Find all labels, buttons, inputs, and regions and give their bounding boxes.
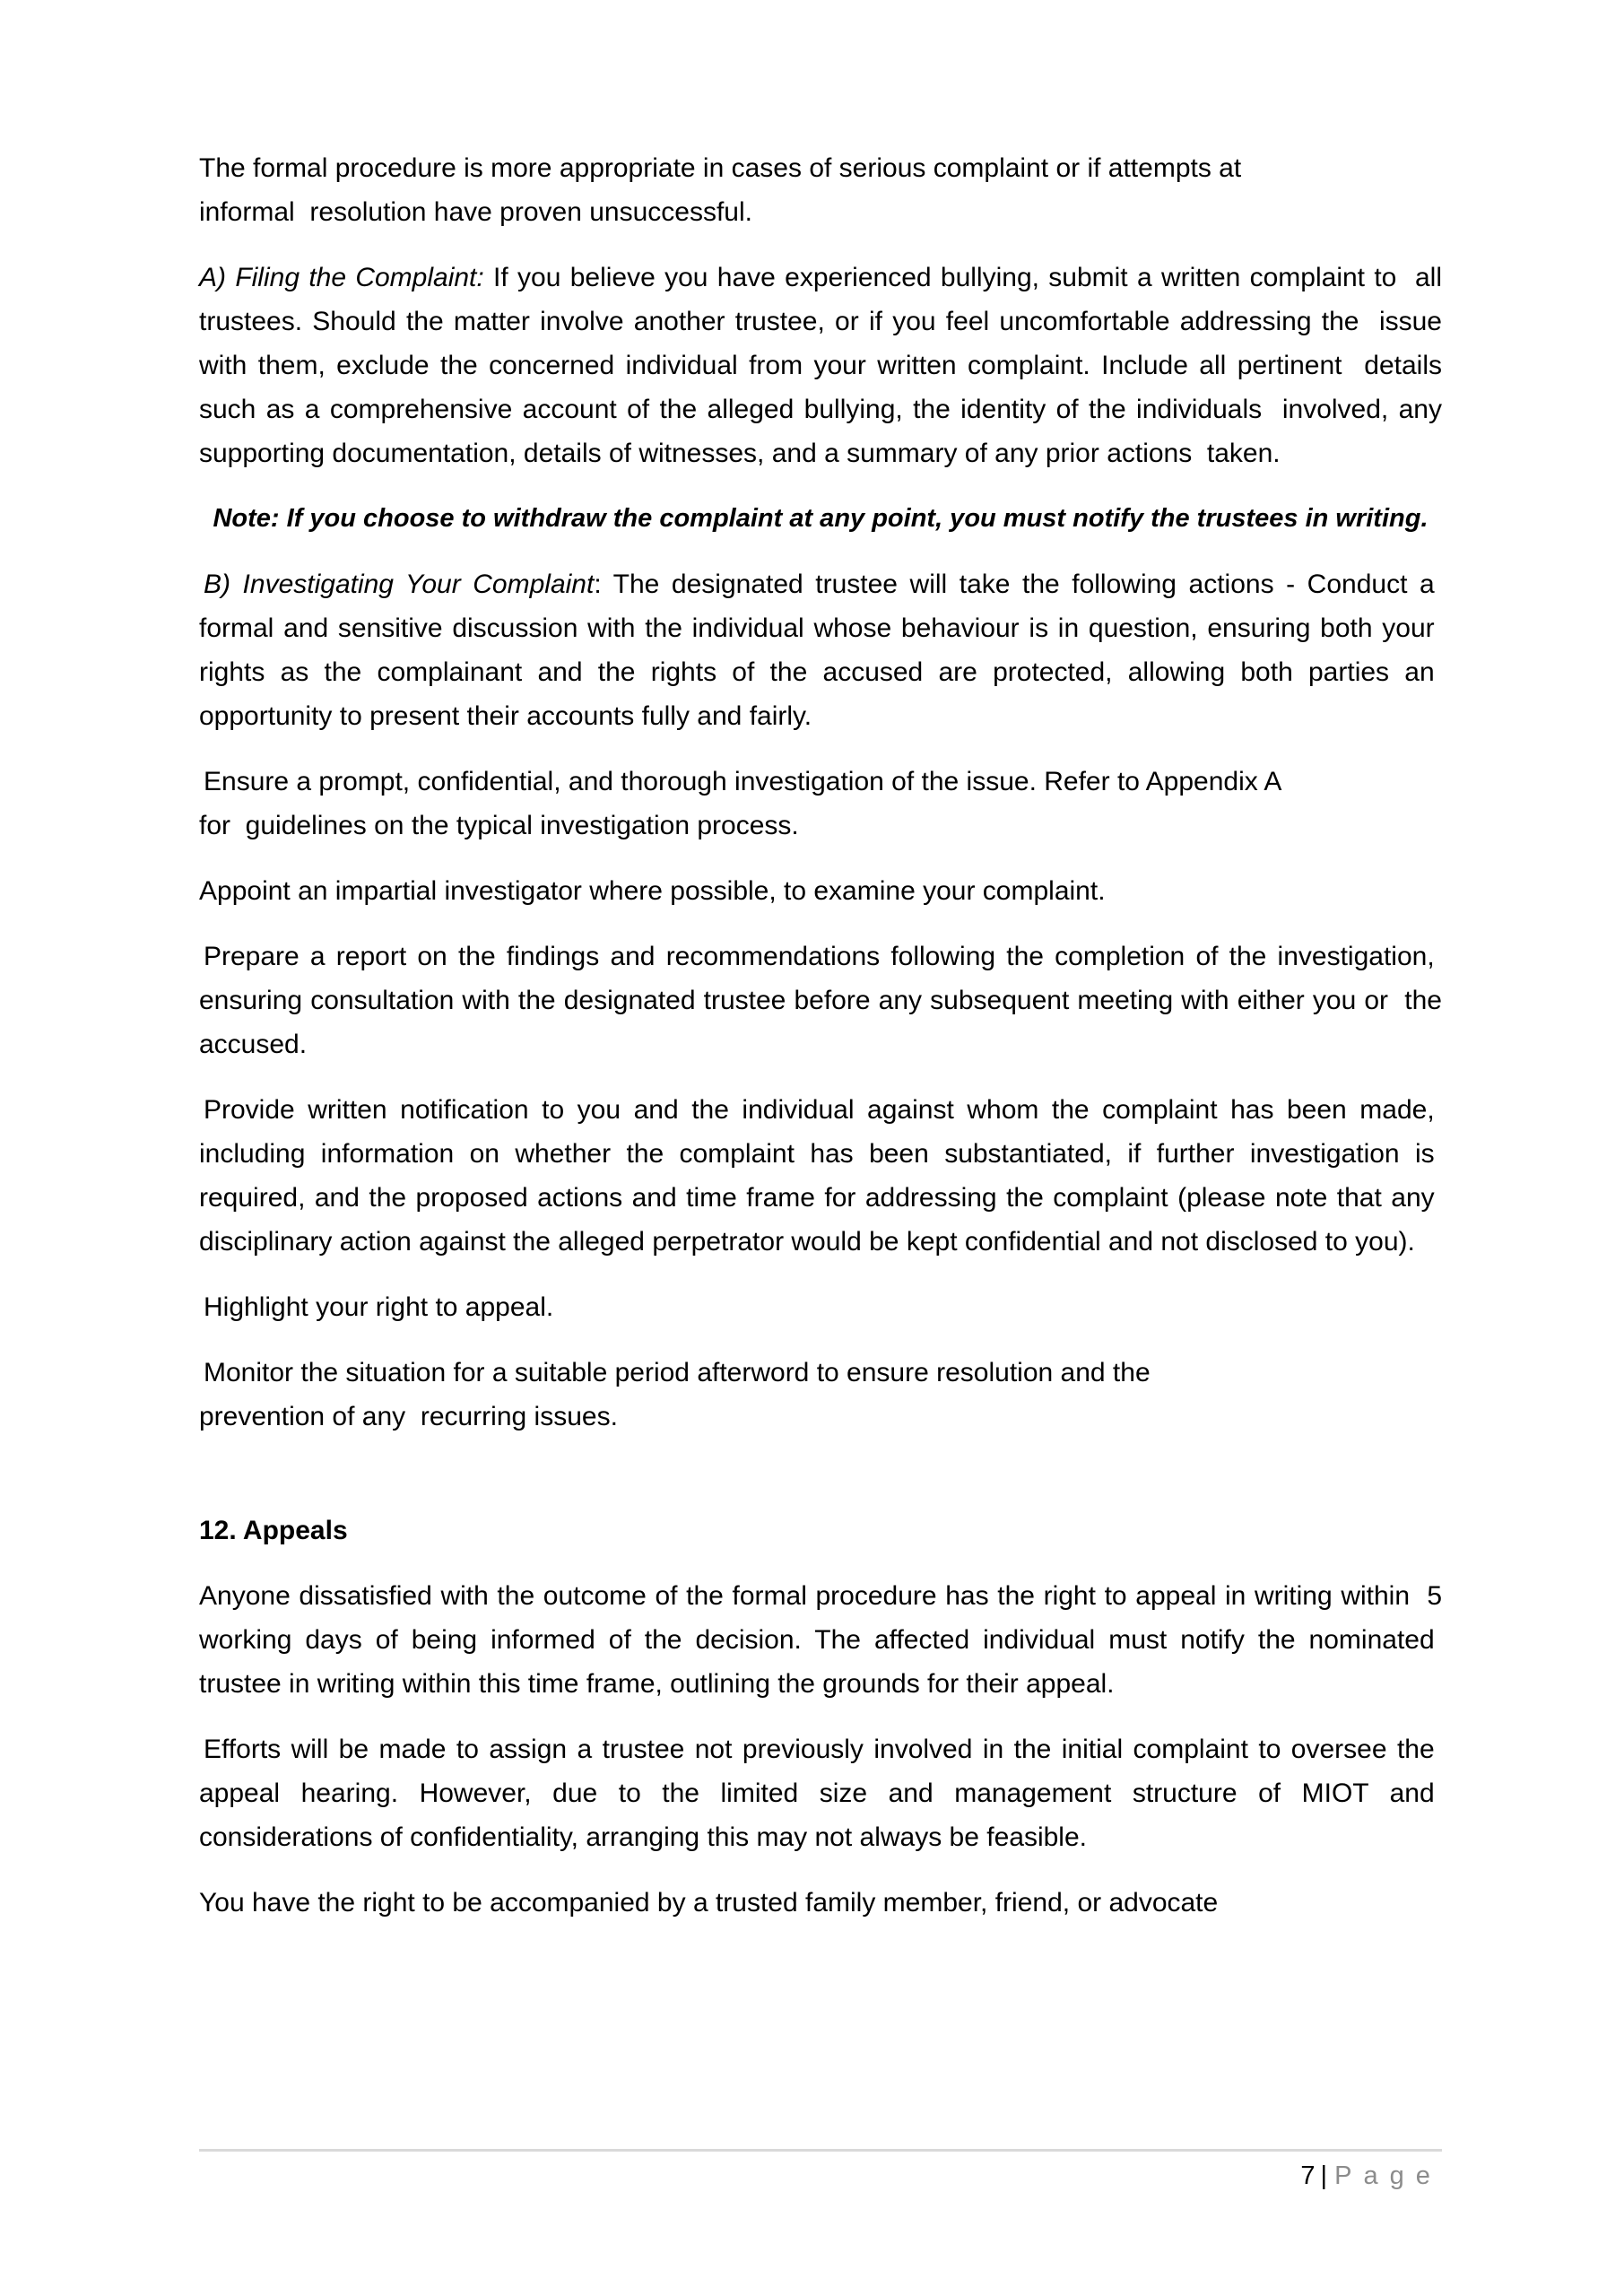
- footer-rule: [199, 2149, 1442, 2152]
- paragraph: [199, 256, 1442, 475]
- text-run: prevention of any recurring issues.: [199, 1402, 618, 1431]
- text-run: Prepare a report on the findings and recommendations following the completion of the investigation, ensuring consultation with the designated trustee before any subsequent meeting with either you or the accused.: [199, 942, 1442, 1059]
- text-run: Highlight your right to appeal.: [204, 1292, 554, 1322]
- paragraph: [199, 935, 1442, 1066]
- text-run: Ensure a prompt, confidential, and thorough investigation of the issue. Refer to Appendix A: [204, 767, 1282, 796]
- text-run: A) Filing the Complaint:: [199, 263, 484, 292]
- footer-text: [199, 2160, 1442, 2192]
- paragraph: [199, 497, 1442, 541]
- text-run: Appoint an impartial investigator where possible, to examine your complaint.: [199, 876, 1106, 906]
- page-footer: [199, 2149, 1442, 2192]
- text-run: Anyone dissatisfied with the outcome of the formal procedure has the right to appeal in writing within 5 working days of being informed of the decision. The affected individual must notify the nominated trustee in writing within this time frame, outlining the grounds for their appeal.: [199, 1581, 1442, 1699]
- text-run: : The designated trustee will take the following actions - Conduct a formal and sensitive discussion with the individual whose behaviour is in question, ensuring both your rights as the complainant and the rights of the accused are protected, allowing both parties an opportunity to present their accounts fully and fairly.: [199, 570, 1442, 731]
- text-run: 12. Appeals: [199, 1516, 348, 1545]
- text-run: Note: If you choose to withdraw the complaint at any point, you must notify the trustees in writing.: [213, 504, 1429, 533]
- paragraph: [199, 1881, 1442, 1925]
- page-number: 7: [1300, 2161, 1316, 2190]
- text-run: You have the right to be accompanied by a trusted family member, friend, or advocate: [199, 1888, 1219, 1918]
- text-run: Provide written notification to you and the individual against whom the complaint has been made, including information on whether the complaint has been substantiated, if further investigation is required, and the proposed actions and time frame for addressing the complaint (please note that any disciplinary action against the alleged perpetrator would be kept confidential and not disclosed to you).: [199, 1095, 1442, 1257]
- paragraph: [199, 1727, 1442, 1859]
- text-run: The formal procedure is more appropriate in cases of serious complaint or if attempts at: [199, 153, 1242, 183]
- text-run: Monitor the situation for a suitable period afterword to ensure resolution and the: [204, 1358, 1151, 1387]
- footer-page-word: Page: [1334, 2161, 1442, 2190]
- paragraph: [199, 1574, 1442, 1706]
- text-run: B) Investigating Your Complaint: [204, 570, 595, 599]
- footer-separator: |: [1320, 2161, 1328, 2190]
- paragraph: [199, 869, 1442, 913]
- paragraph: [199, 760, 1442, 848]
- text-run: If you believe you have experienced bullying, submit a written complaint to all trustees. Should the matter involve another trustee, or if you feel uncomfortable addressing the issue with them, exclude the concerned individual from your written complaint. Include all pertinent details such as a comprehensive account of the alleged bullying, the identity of the individuals involved, any supporting documentation, details of witnesses, and a summary of any prior actions taken.: [199, 263, 1442, 468]
- text-run: Efforts will be made to assign a trustee not previously involved in the initial complaint to oversee the appeal hearing. However, due to the limited size and management structure of MIOT and considerations of confidentiality, arranging this may not always be feasible.: [199, 1735, 1442, 1852]
- section-heading: [199, 1509, 1442, 1552]
- paragraph: [199, 1285, 1442, 1329]
- paragraph: [199, 562, 1442, 738]
- paragraph: [199, 146, 1442, 234]
- paragraph: [199, 1351, 1442, 1439]
- text-run: for guidelines on the typical investigation process.: [199, 811, 799, 840]
- document-body: [199, 146, 1442, 1946]
- text-run: informal resolution have proven unsuccessful.: [199, 197, 752, 227]
- paragraph: [199, 1088, 1442, 1264]
